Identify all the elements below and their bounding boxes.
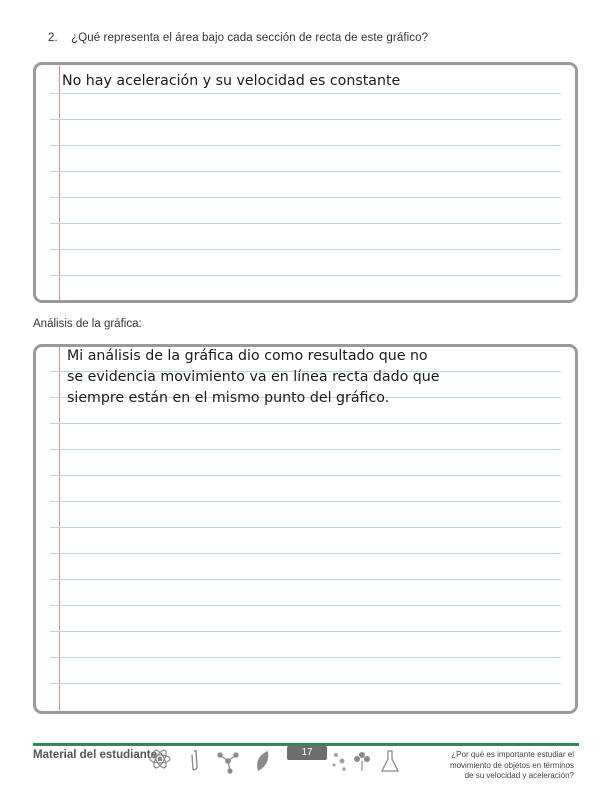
footer-question xyxy=(404,750,574,782)
molecule-icon xyxy=(218,753,238,773)
ruled-line xyxy=(50,275,561,276)
question-2 xyxy=(48,32,428,44)
ruled-line xyxy=(50,475,561,476)
leaf-icon xyxy=(257,751,268,771)
flask-icon xyxy=(382,751,398,771)
ruled-line xyxy=(50,119,561,120)
ruled-line xyxy=(50,631,561,632)
ruled-line xyxy=(50,197,561,198)
analysis-line-1: Mi análisis de la gráfica dio como resultado que no xyxy=(67,348,428,364)
ruled-line xyxy=(50,223,561,224)
flower-icon xyxy=(354,752,370,771)
ruled-line xyxy=(50,683,561,684)
ruled-line xyxy=(50,527,561,528)
ruled-line xyxy=(50,553,561,554)
analysis-text xyxy=(67,346,555,409)
question-number: 2. xyxy=(48,32,58,44)
footer-icon-strip xyxy=(148,747,408,777)
analysis-line-2: se evidencia movimiento va en línea recta dado que xyxy=(67,369,440,385)
ruled-line xyxy=(50,93,561,94)
ruled-line xyxy=(50,605,561,606)
ruled-line xyxy=(50,657,561,658)
footer-label: Material del estudiante xyxy=(33,749,157,761)
ruled-line xyxy=(50,171,561,172)
ruled-line xyxy=(50,579,561,580)
question-text: ¿Qué representa el área bajo cada sección de recta de este gráfico? xyxy=(71,32,429,44)
answer-box-1[interactable] xyxy=(33,62,578,303)
margin-line xyxy=(59,65,60,300)
ruled-line xyxy=(50,423,561,424)
footer-question-line-1: ¿Por qué es importante estudiar el xyxy=(451,750,574,759)
dots-icon xyxy=(332,753,345,771)
ruled-line xyxy=(50,145,561,146)
analysis-box[interactable] xyxy=(33,344,578,714)
page-number: 17 xyxy=(287,746,327,760)
footer-question-line-2: movimiento de objetos en términos xyxy=(449,760,574,770)
atom-icon xyxy=(150,748,170,769)
analysis-label: Análisis de la gráfica: xyxy=(33,318,142,330)
ruled-line xyxy=(50,501,561,502)
test-tube-icon xyxy=(192,751,197,770)
ruled-line xyxy=(50,249,561,250)
ruled-line xyxy=(50,449,561,450)
answer-1-text: No hay aceleración y su velocidad es constante xyxy=(62,73,401,89)
footer-question-line-3: de su velocidad y aceleración? xyxy=(464,771,574,780)
analysis-line-3: siempre están en el mismo punto del gráfico. xyxy=(67,390,390,406)
